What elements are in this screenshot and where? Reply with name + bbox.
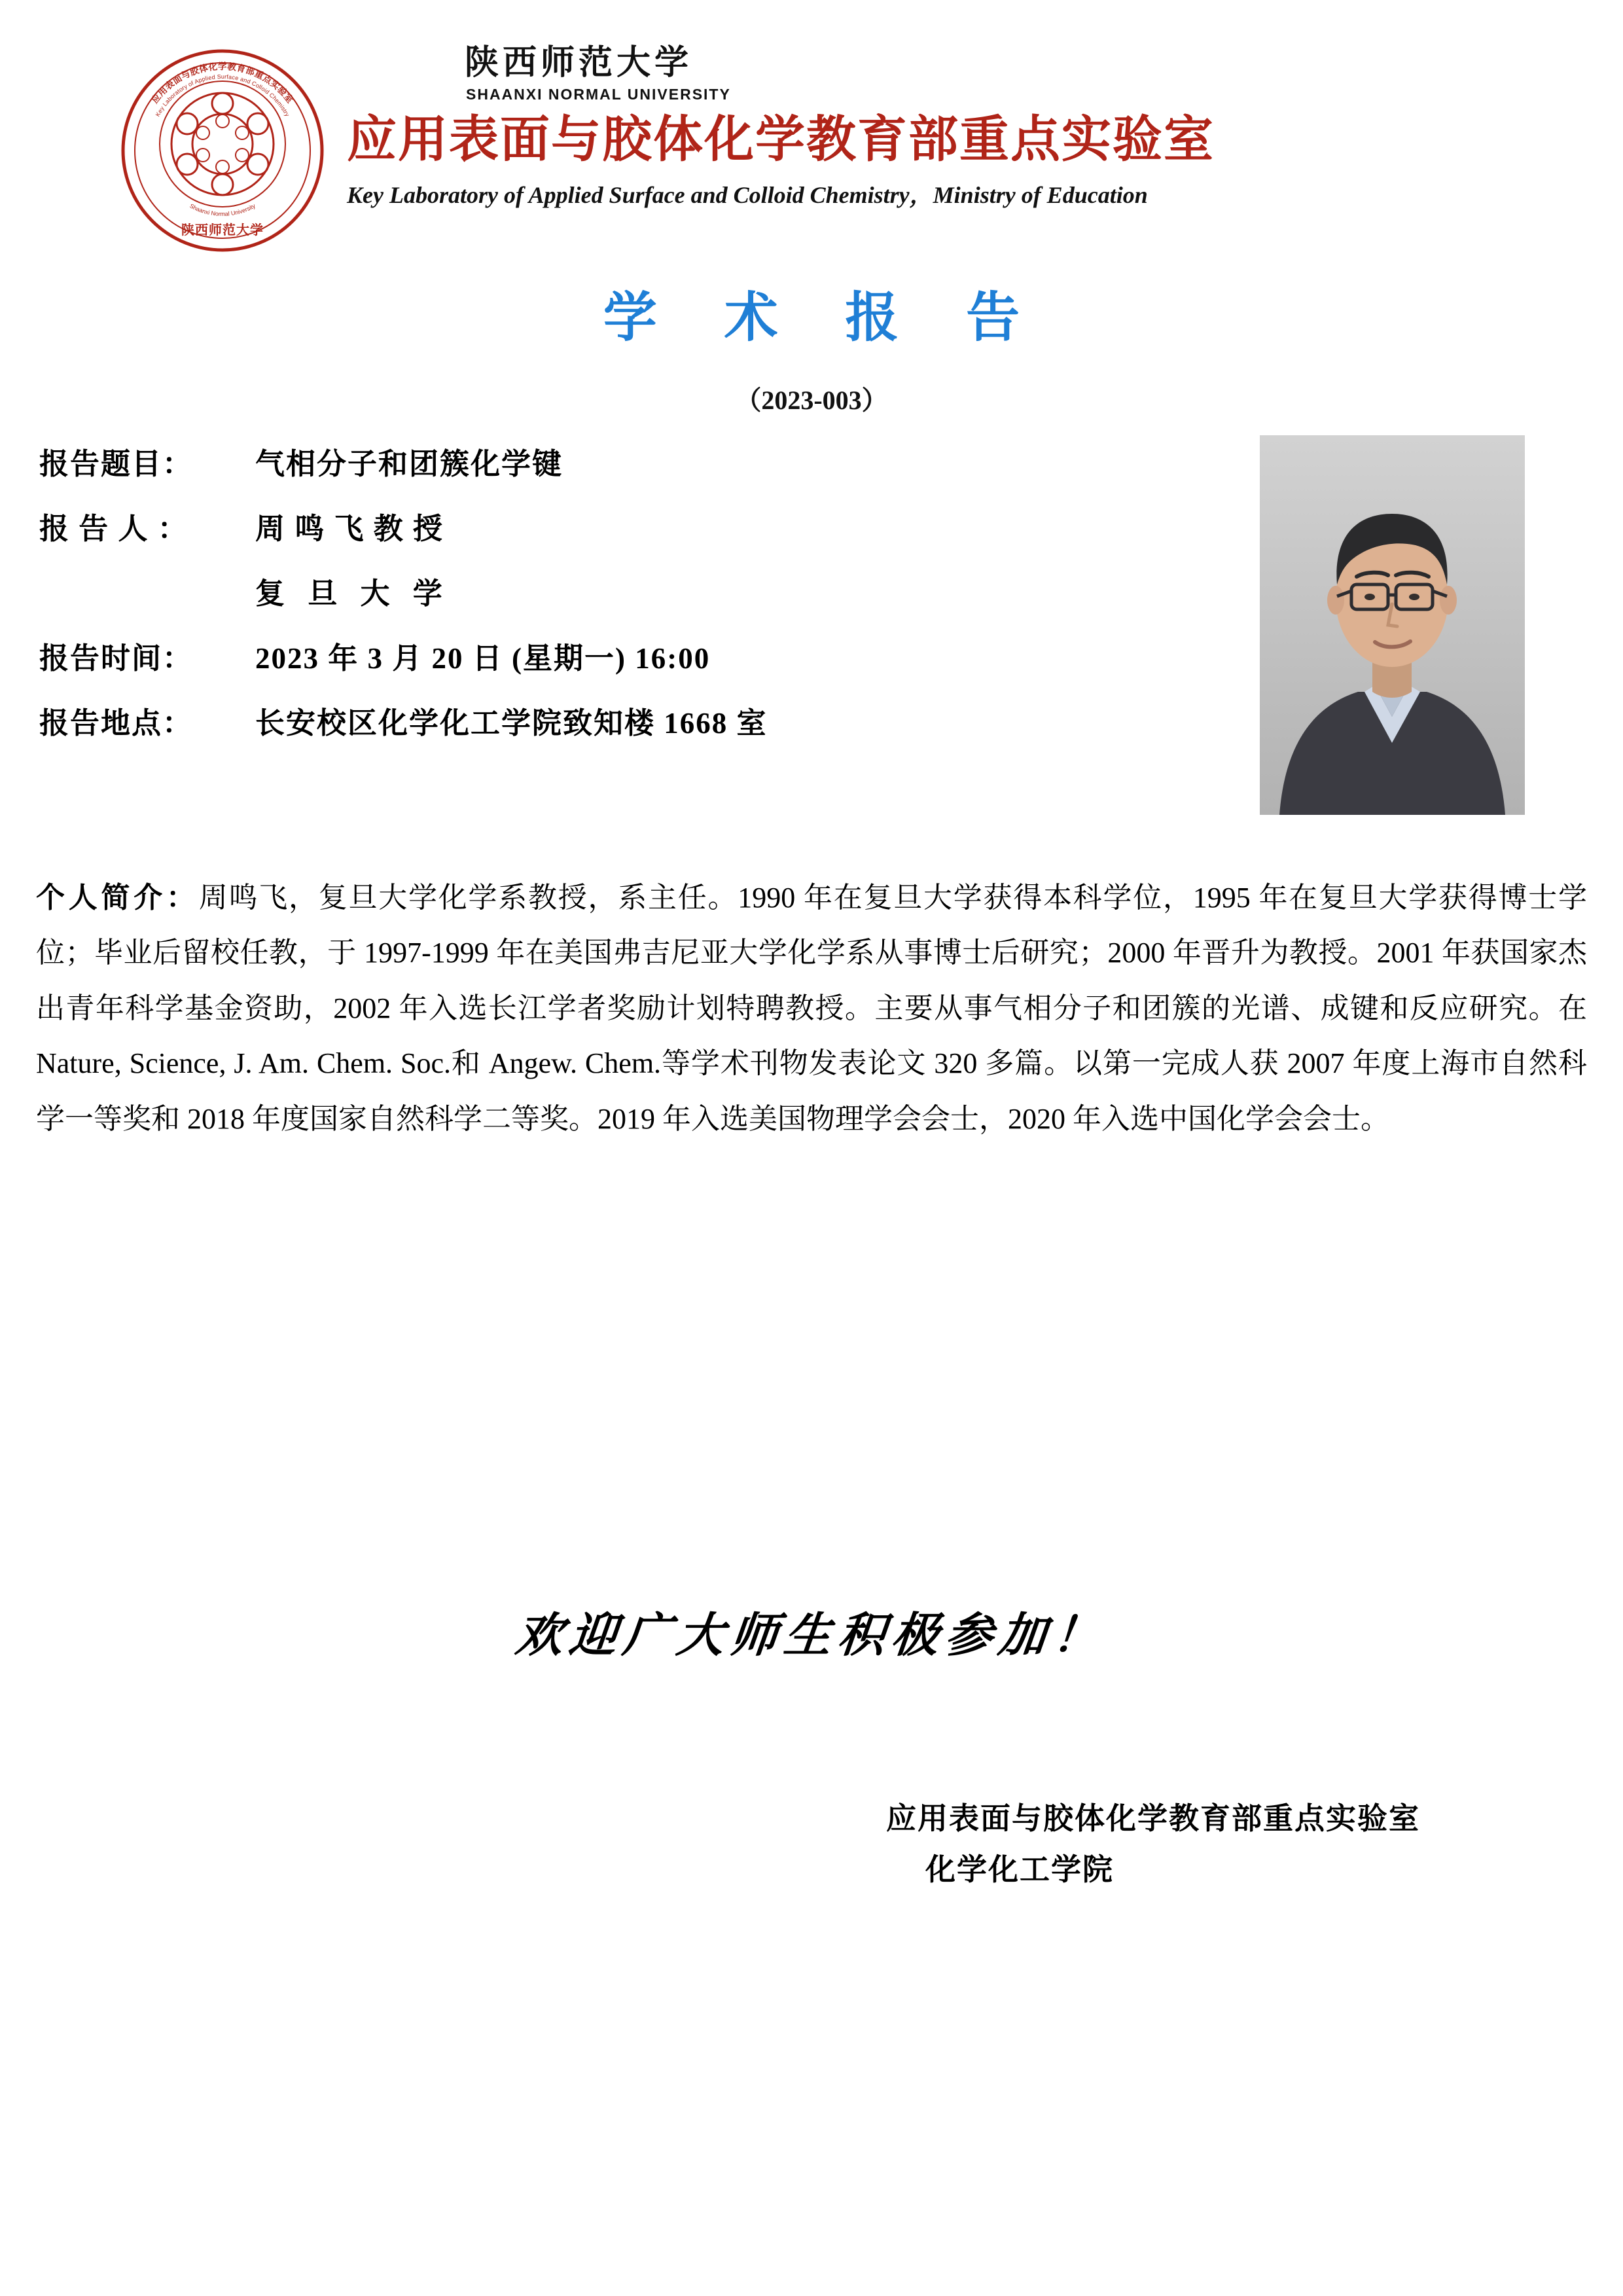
signature-block <box>886 1793 1420 1895</box>
topic-value: 气相分子和团簇化学键 <box>255 448 563 480</box>
university-name-cn: 陕西师范大学 <box>465 45 693 82</box>
speaker-bio <box>36 870 1587 1147</box>
info-row-place <box>39 699 1237 742</box>
bio-label: 个人简介： <box>36 882 199 914</box>
speaker-portrait <box>1260 435 1525 815</box>
svg-text:Key Laboratory of Applied Surf: Key Laboratory of Applied Surface and Colloid Chemistry <box>154 73 291 118</box>
university-seal-logo-icon <box>118 46 327 255</box>
info-row-speaker <box>39 505 1237 547</box>
university-name-en: SHAANXI NORMAL UNIVERSITY <box>466 86 731 103</box>
document-number: （2023-003） <box>735 386 888 415</box>
topic-label: 报告题目： <box>39 448 194 480</box>
header-text-block <box>347 45 1531 210</box>
lab-name-cn: 应用表面与胶体化学教育部重点实验室 <box>347 112 1215 168</box>
signature-lab: 应用表面与胶体化学教育部重点实验室 <box>886 1802 1420 1835</box>
speaker-label: 报 告 人 ： <box>39 512 188 545</box>
speaker-affiliation: 复 旦 大 学 <box>255 577 450 610</box>
time-value: 2023 年 3 月 20 日 (星期一) 16:00 <box>255 642 711 675</box>
place-label: 报告地点： <box>39 707 194 740</box>
place-value: 长安校区化学化工学院致知楼 1668 室 <box>255 707 768 740</box>
svg-text:陕西师范大学: 陕西师范大学 <box>181 223 264 238</box>
svg-text:Shaanxi Normal University: Shaanxi Normal University <box>188 202 257 217</box>
svg-text:应用表面与胶体化学教育部重点实验室: 应用表面与胶体化学教育部重点实验室 <box>149 62 296 105</box>
info-row-time <box>39 634 1237 677</box>
time-label: 报告时间： <box>39 642 194 675</box>
info-row-topic <box>39 440 1237 482</box>
document-header <box>98 39 1531 255</box>
bio-text: 周鸣飞，复旦大学化学系教授，系主任。1990 年在复旦大学获得本科学位，1995 年在复旦大学获得博士学位；毕业后留校任教，于 1997-1999 年在美国弗吉尼亚大学化学系从事博士后研究；2000 年晋升为教授。2001 年获国家杰出青年科学基金资助，2002 年入选长江学者奖励计划特聘教授。主要从事气相分子和团簇的光谱、成键和反应研究。在 Nature, Science, J. Am. Chem. Soc.和 Angew. Chem.等学术刊物发表论文 320 多篇。以第一完成人获 2007 年度上海市自然科学一等奖和 2018 年度国家自然科学二等奖。2019 年入选美国物理学会会士，2020 年入选中国化学会会士。 <box>36 882 1587 1135</box>
lab-name-en: Key Laboratory of Applied Surface and Colloid Chemistry，Ministry of Education <box>347 181 1148 208</box>
lecture-info-block <box>39 440 1237 764</box>
signature-college: 化学化工学院 <box>925 1853 1114 1887</box>
speaker-value: 周 鸣 飞 教 授 <box>255 512 444 545</box>
welcome-line: 欢迎广大师生积极参加！ <box>513 1609 1109 1662</box>
page-title: 学 术 报 告 <box>603 288 1046 348</box>
